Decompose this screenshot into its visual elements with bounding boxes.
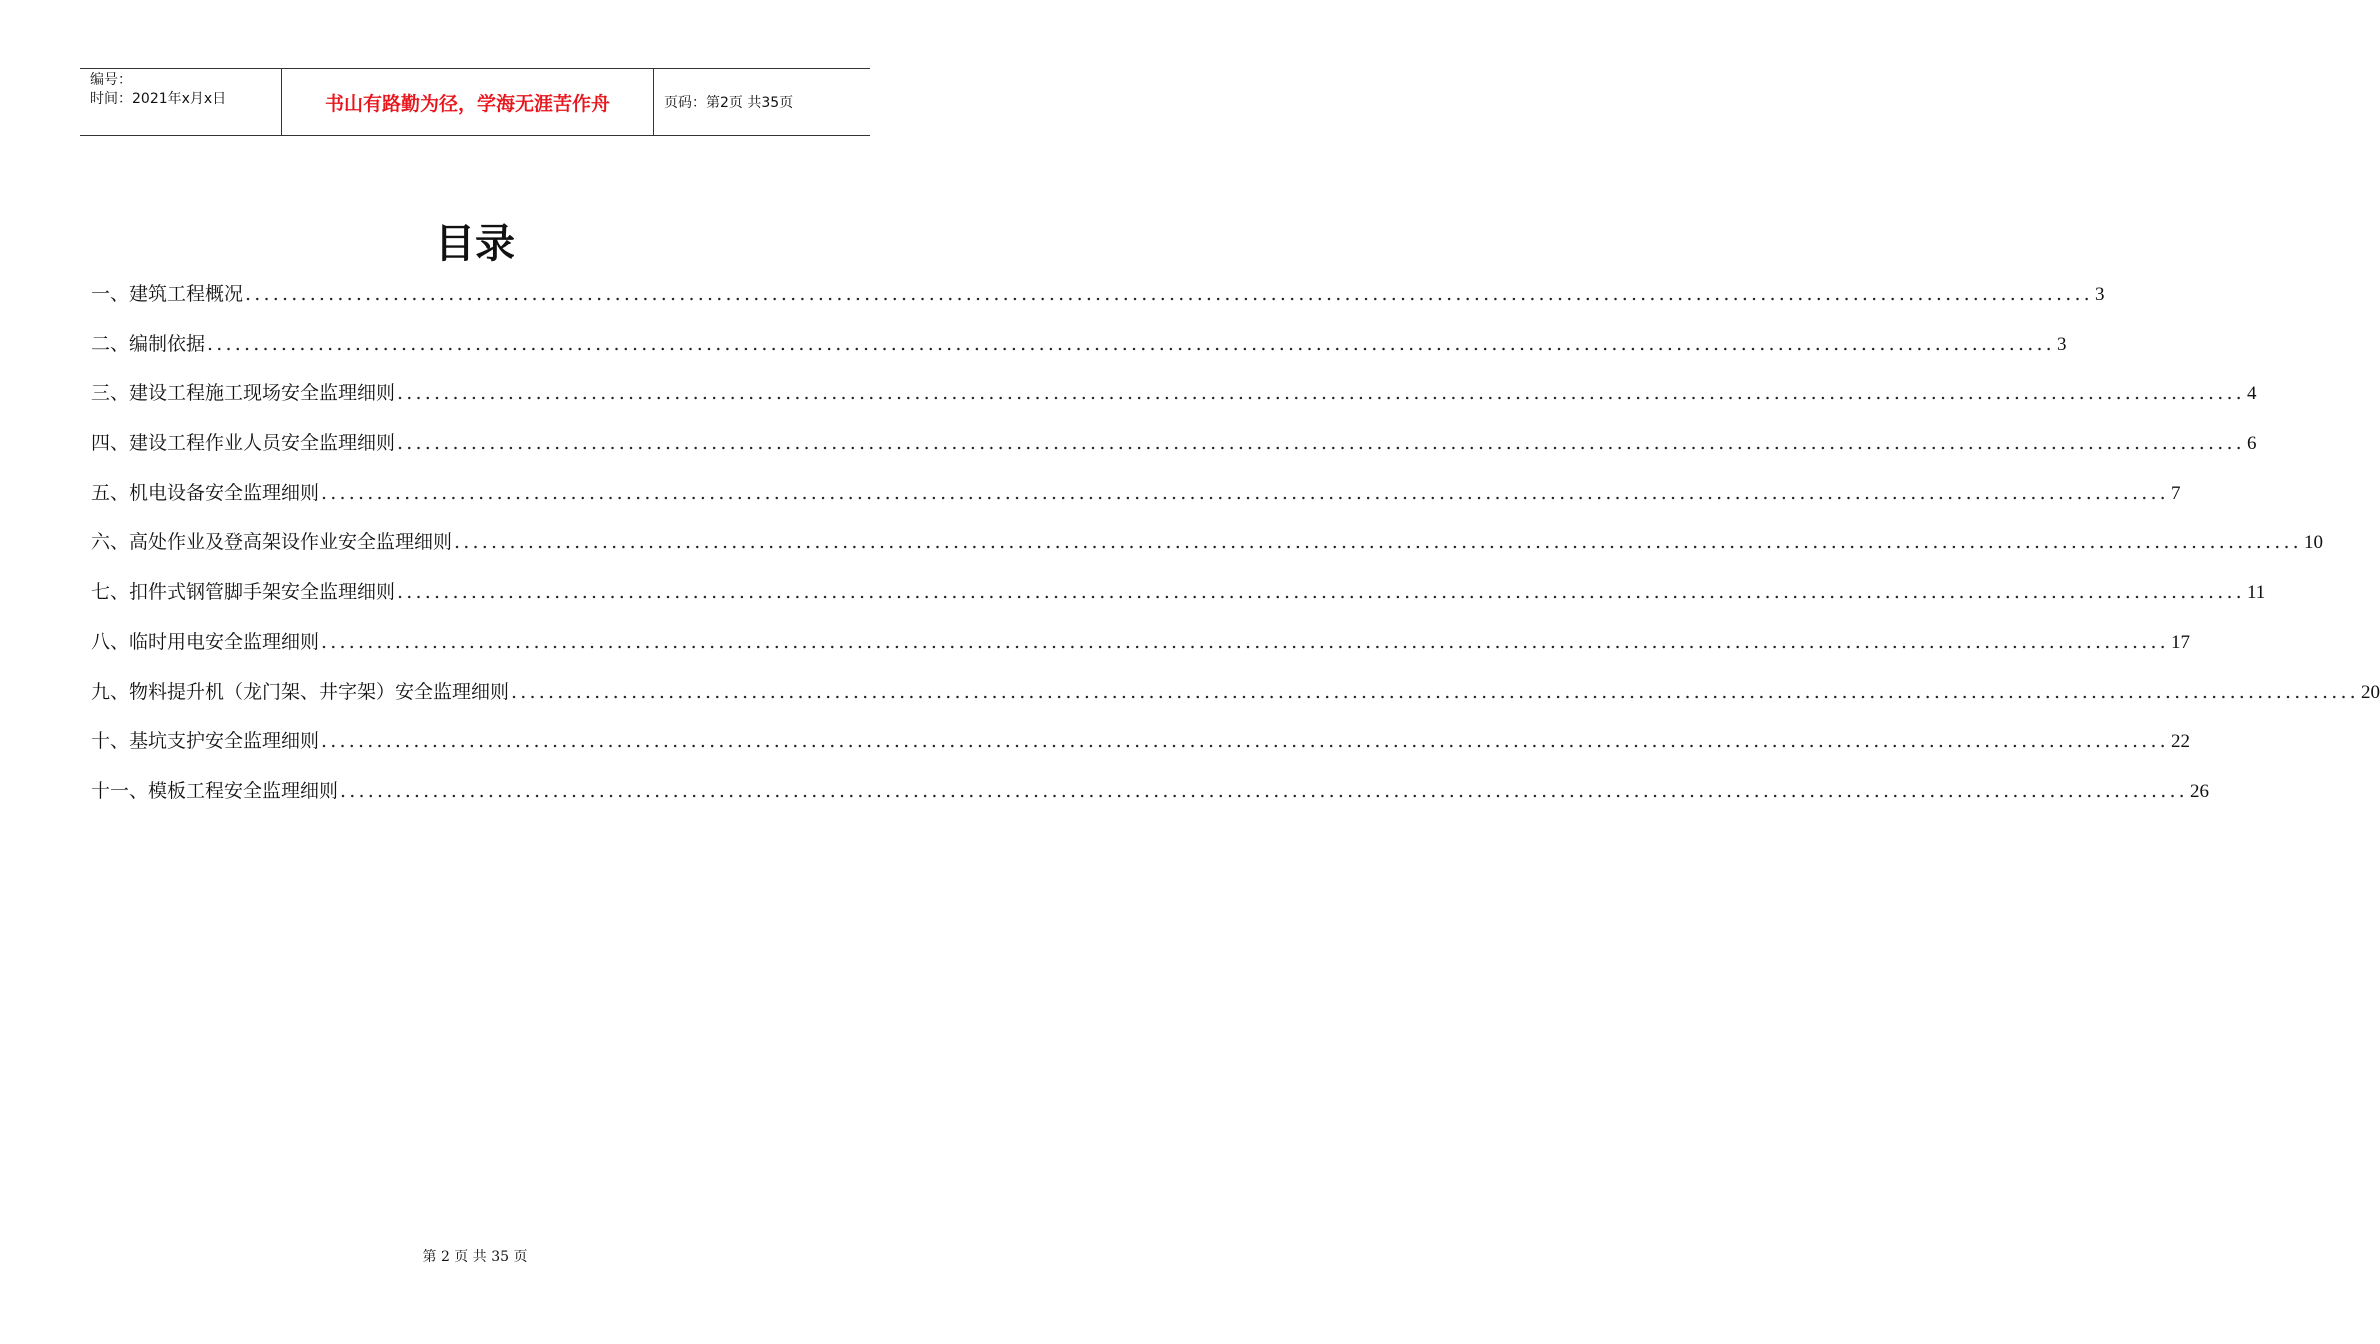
document-date: 时间：2021年x月x日: [90, 91, 227, 107]
toc-entry-page: 20: [2360, 681, 2380, 703]
toc-dot-leader: ........................................................................................................................................................................................................: [454, 531, 2302, 554]
toc-entry-page: 26: [2189, 780, 2209, 802]
toc-dot-leader: ........................................................................................................................................................................................................: [321, 630, 2169, 653]
table-of-contents: [91, 278, 2380, 825]
toc-entry-page: 3: [2056, 333, 2067, 355]
toc-entry[interactable]: [91, 775, 2209, 825]
toc-entry-page: 3: [2094, 284, 2105, 305]
toc-entry[interactable]: [91, 725, 2190, 775]
toc-entry-label: 三、建设工程施工现场安全监理细则: [91, 382, 396, 405]
page-footer: 第 2 页 共 35 页: [422, 1249, 528, 1265]
toc-entry-page: 7: [2170, 482, 2181, 504]
toc-entry[interactable]: [91, 477, 2181, 527]
toc-dot-leader: ........................................................................................................................................................................................................: [397, 382, 2245, 405]
toc-entry[interactable]: [91, 278, 2105, 328]
toc-dot-leader: ........................................................................................................................................................................................................: [340, 779, 2188, 802]
toc-entry-label: 七、扣件式钢管脚手架安全监理细则: [91, 581, 396, 604]
header-motto: 书山有路勤为径，学海无涯苦作舟: [282, 69, 654, 135]
toc-entry-page: 17: [2170, 631, 2190, 653]
toc-dot-leader: ........................................................................................................................................................................................................: [321, 481, 2169, 504]
toc-entry[interactable]: [91, 427, 2257, 477]
toc-entry-label: 十一、模板工程安全监理细则: [91, 779, 339, 802]
toc-entry-label: 十、基坑支护安全监理细则: [91, 730, 320, 753]
toc-dot-leader: ........................................................................................................................................................................................................: [245, 283, 2093, 305]
toc-entry-page: 6: [2246, 433, 2257, 455]
toc-entry-label: 九、物料提升机（龙门架、井字架）安全监理细则: [91, 680, 510, 703]
document-number-label: 编号：: [90, 72, 132, 88]
toc-dot-leader: ........................................................................................................................................................................................................: [397, 432, 2245, 455]
toc-entry-label: 四、建设工程作业人员安全监理细则: [91, 432, 396, 455]
header-meta: [80, 69, 282, 135]
toc-dot-leader: ........................................................................................................................................................................................................: [321, 730, 2169, 753]
toc-dot-leader: ........................................................................................................................................................................................................: [511, 680, 2359, 703]
toc-dot-leader: ........................................................................................................................................................................................................: [207, 332, 2055, 355]
toc-entry-page: 4: [2246, 383, 2257, 405]
toc-entry[interactable]: [91, 377, 2257, 427]
toc-entry-page: 11: [2246, 582, 2266, 604]
toc-entry-label: 五、机电设备安全监理细则: [91, 481, 320, 504]
toc-entry-page: 10: [2303, 532, 2323, 554]
toc-entry-label: 二、编制依据: [91, 332, 206, 355]
toc-dot-leader: ........................................................................................................................................................................................................: [397, 581, 2245, 604]
toc-entry[interactable]: [91, 526, 2323, 576]
toc-entry-label: 六、高处作业及登高架设作业安全监理细则: [91, 531, 453, 554]
toc-entry-label: 一、建筑工程概况: [91, 283, 244, 305]
toc-entry[interactable]: [91, 328, 2067, 378]
toc-entry-label: 八、临时用电安全监理细则: [91, 630, 320, 653]
toc-title: 目录: [435, 221, 515, 267]
page-header: [80, 68, 870, 136]
toc-entry-page: 22: [2170, 731, 2190, 753]
toc-entry[interactable]: [91, 576, 2266, 626]
header-page-info: 页码：第2页 共35页: [664, 95, 794, 111]
toc-entry[interactable]: [91, 676, 2380, 726]
toc-entry[interactable]: [91, 626, 2190, 676]
